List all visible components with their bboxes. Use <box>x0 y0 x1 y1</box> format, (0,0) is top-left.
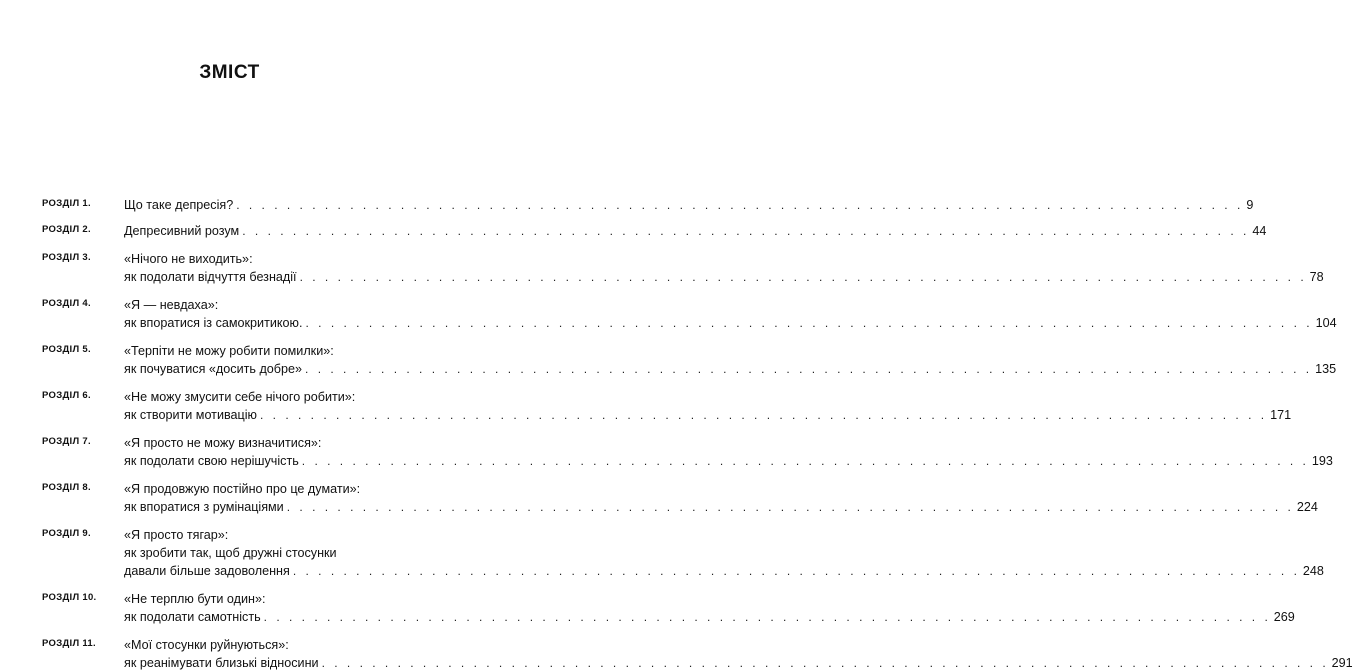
page-number: 135 <box>1315 362 1337 376</box>
dot-leader: . . . . . . . . . . . . . . . . . . . . . . . . . . . . . . . . . . . . . . . . . . . . . . . . . . . . . . . . . . . . . . . . . . . . . . . . . . . . . . . . <box>236 198 1244 212</box>
dot-leader: . . . . . . . . . . . . . . . . . . . . . . . . . . . . . . . . . . . . . . . . . . . . . . . . . . . . . . . . . . . . . . . . . . . . . . . . . . . . . . . . <box>263 610 1271 624</box>
chapter-title-line <box>124 562 1324 580</box>
page-title: ЗМІСТ <box>199 62 260 83</box>
page-number: 44 <box>1252 224 1267 238</box>
toc-entry[interactable] <box>42 636 1353 672</box>
chapter-title-line <box>124 636 402 654</box>
chapter-title-text: як впоратися із самокритикою. <box>124 316 303 330</box>
chapter-title-line <box>124 314 1337 332</box>
dot-leader: . . . . . . . . . . . . . . . . . . . . . . . . . . . . . . . . . . . . . . . . . . . . . . . . . . . . . . . . . . . . . . . . . . . . . . . . . . . . . . . . <box>321 656 1329 670</box>
chapter-title-text: як реанімувати близькі відносини <box>124 656 319 670</box>
chapter-title-text: «Не можу змусити себе нічого робити»: <box>124 390 356 404</box>
dot-leader: . . . . . . . . . . . . . . . . . . . . . . . . . . . . . . . . . . . . . . . . . . . . . . . . . . . . . . . . . . . . . . . . . . . . . . . . . . . . . . . . <box>305 316 1313 330</box>
chapter-title-line <box>124 434 402 452</box>
chapter-title-line <box>124 268 1324 286</box>
chapter-title-line <box>124 654 1353 672</box>
chapter-title-text: Депресивний розум <box>124 224 240 238</box>
chapter-title-text: «Я просто не можу визначитися»: <box>124 436 322 450</box>
chapter-title-line <box>124 590 402 608</box>
chapter-title-text: давали більше задоволення <box>124 564 290 578</box>
page-number: 291 <box>1331 656 1353 670</box>
chapter-title-text: Що таке депресія? <box>124 198 234 212</box>
dot-leader: . . . . . . . . . . . . . . . . . . . . . . . . . . . . . . . . . . . . . . . . . . . . . . . . . . . . . . . . . . . . . . . . . . . . . . . . . . . . . . . . <box>301 454 1309 468</box>
chapter-number: РОЗДІЛ 9. <box>42 528 91 539</box>
chapter-title-text: «Я просто тягар»: <box>124 528 229 542</box>
toc-entry[interactable] <box>42 434 1333 470</box>
page-number: 9 <box>1246 198 1254 212</box>
chapter-title-line <box>124 388 402 406</box>
chapter-title-line <box>124 222 1267 240</box>
toc-entry[interactable] <box>42 388 1292 424</box>
toc-entry[interactable] <box>42 250 1324 286</box>
chapter-number: РОЗДІЛ 7. <box>42 436 91 447</box>
chapter-number: РОЗДІЛ 1. <box>42 198 91 209</box>
chapter-title-line <box>124 342 402 360</box>
toc-entry[interactable] <box>42 480 1318 516</box>
chapter-number: РОЗДІЛ 11. <box>42 638 96 649</box>
chapter-title-line <box>124 544 402 562</box>
chapter-title-line <box>124 250 402 268</box>
chapter-title-line <box>124 406 1292 424</box>
chapter-title-line <box>124 296 402 314</box>
toc-entry[interactable] <box>42 196 1254 214</box>
page-number: 224 <box>1296 500 1318 514</box>
chapter-number: РОЗДІЛ 10. <box>42 592 97 603</box>
chapter-number: РОЗДІЛ 6. <box>42 390 91 401</box>
chapter-title-text: як зробити так, щоб дружні стосунки <box>124 546 337 560</box>
table-of-contents <box>42 196 1353 672</box>
chapter-title-line <box>124 526 402 544</box>
page-number: 193 <box>1311 454 1333 468</box>
chapter-title-line <box>124 608 1295 626</box>
toc-entry[interactable] <box>42 590 1295 626</box>
chapter-title-line <box>124 498 1318 516</box>
chapter-title-text: «Я — невдаха»: <box>124 298 219 312</box>
dot-leader: . . . . . . . . . . . . . . . . . . . . . . . . . . . . . . . . . . . . . . . . . . . . . . . . . . . . . . . . . . . . . . . . . . . . . . . . . . . . . . . . <box>299 270 1307 284</box>
page-number: 269 <box>1273 610 1295 624</box>
chapter-title-line <box>124 360 1337 378</box>
chapter-title-text: «Нічого не виходить»: <box>124 252 253 266</box>
toc-entry[interactable] <box>42 296 1337 332</box>
toc-entry[interactable] <box>42 526 1324 580</box>
chapter-title-text: як впоратися з румінаціями <box>124 500 284 514</box>
chapter-title-line <box>124 196 1254 214</box>
chapter-title-text: «Терпіти не можу робити помилки»: <box>124 344 334 358</box>
chapter-number: РОЗДІЛ 2. <box>42 224 91 235</box>
page-number: 78 <box>1309 270 1324 284</box>
chapter-number: РОЗДІЛ 4. <box>42 298 91 309</box>
page-number: 104 <box>1315 316 1337 330</box>
chapter-title-line <box>124 452 1333 470</box>
dot-leader: . . . . . . . . . . . . . . . . . . . . . . . . . . . . . . . . . . . . . . . . . . . . . . . . . . . . . . . . . . . . . . . . . . . . . . . . . . . . . . . . <box>305 362 1313 376</box>
page-number: 248 <box>1302 564 1324 578</box>
chapter-title-text: «Я продовжую постійно про це думати»: <box>124 482 361 496</box>
chapter-title-text: «Не терплю бути один»: <box>124 592 266 606</box>
dot-leader: . . . . . . . . . . . . . . . . . . . . . . . . . . . . . . . . . . . . . . . . . . . . . . . . . . . . . . . . . . . . . . . . . . . . . . . . . . . . . . . . <box>259 408 1268 422</box>
page-number: 171 <box>1270 408 1292 422</box>
chapter-title-text: як подолати відчуття безнадії <box>124 270 297 284</box>
chapter-title-text: як почуватися «досить добре» <box>124 362 303 376</box>
dot-leader: . . . . . . . . . . . . . . . . . . . . . . . . . . . . . . . . . . . . . . . . . . . . . . . . . . . . . . . . . . . . . . . . . . . . . . . . . . . . . . . . <box>286 500 1294 514</box>
chapter-number: РОЗДІЛ 3. <box>42 252 91 263</box>
chapter-title-text: як подолати свою нерішучість <box>124 454 299 468</box>
dot-leader: . . . . . . . . . . . . . . . . . . . . . . . . . . . . . . . . . . . . . . . . . . . . . . . . . . . . . . . . . . . . . . . . . . . . . . . . . . . . . . . . <box>292 564 1300 578</box>
chapter-title-text: як створити мотивацію <box>124 408 257 422</box>
chapter-title-text: як подолати самотність <box>124 610 261 624</box>
chapter-number: РОЗДІЛ 8. <box>42 482 91 493</box>
toc-entry[interactable] <box>42 222 1267 240</box>
chapter-title-line <box>124 480 402 498</box>
dot-leader: . . . . . . . . . . . . . . . . . . . . . . . . . . . . . . . . . . . . . . . . . . . . . . . . . . . . . . . . . . . . . . . . . . . . . . . . . . . . . . . . <box>242 224 1250 238</box>
toc-entry[interactable] <box>42 342 1337 378</box>
chapter-title-text: «Мої стосунки руйнуються»: <box>124 638 289 652</box>
chapter-number: РОЗДІЛ 5. <box>42 344 91 355</box>
